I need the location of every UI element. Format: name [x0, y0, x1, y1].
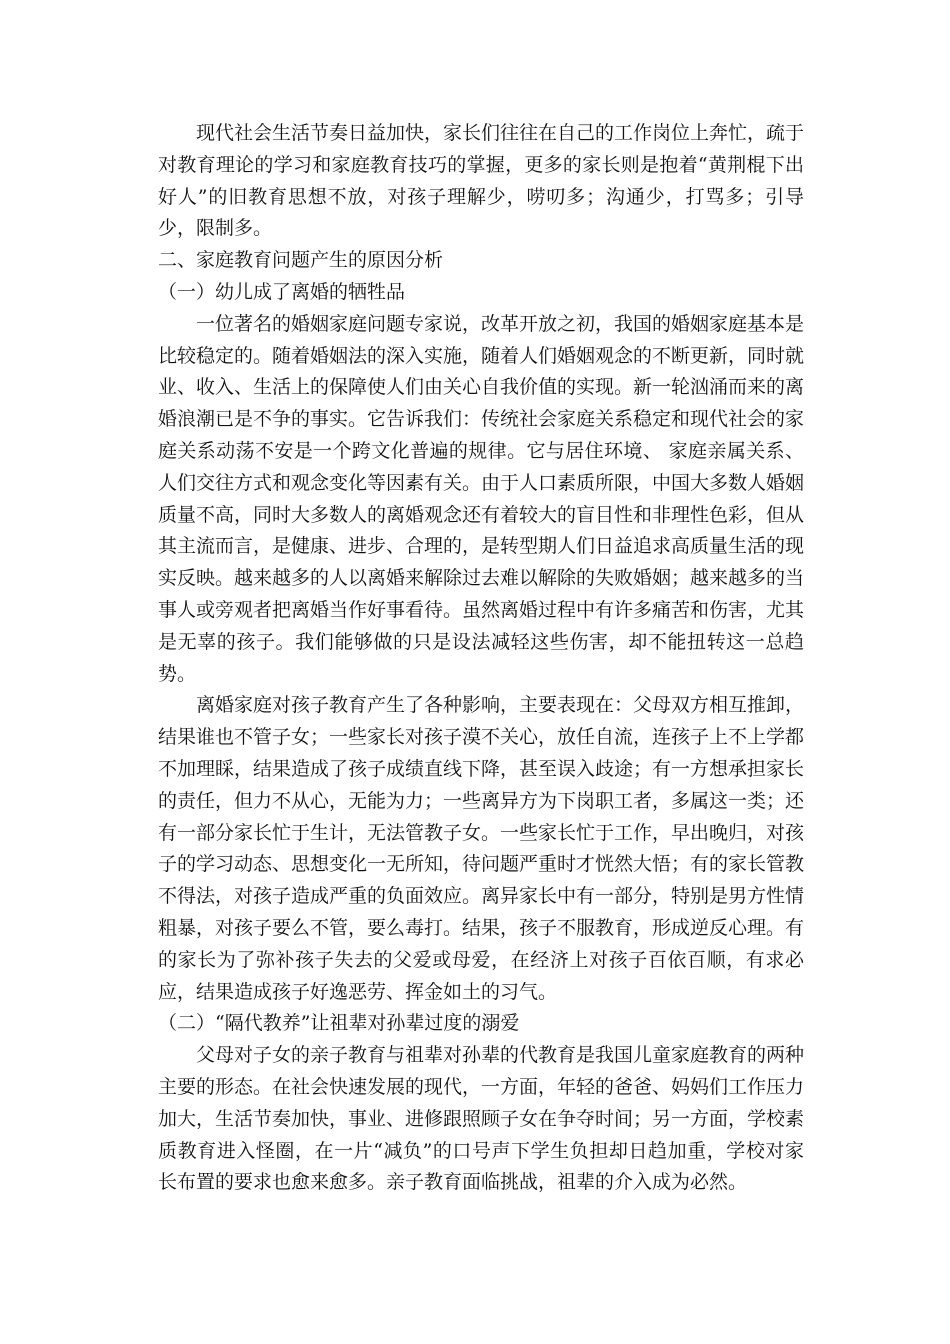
paragraph-divorce-effects: 离婚家庭对孩子教育产生了各种影响，主要表现在：父母双方相互推卸，结果谁也不管子女；一些家长对孩子漠不关心，放任自流，连孩子上不上学都不加理睬，结果造成了孩子成绩直线下降，甚至误入歧途；有一方想承担家长的责任，但力不从心，无能为力；一些离异方为下岗职工者，多属这一类；还有一部分家长忙于生计，无法管教子女。一些家长忙于工作，早出晚归，对孩子的学习动态、思想变化一无所知，待问题严重时才恍然大悟；有的家长管教不得法，对孩子造成严重的负面效应。离异家长中有一部分，特别是男方性情粗暴，对孩子要么不管，要么毒打。结果，孩子不服教育，形成逆反心理。有的家长为了弥补孩子失去的父爱或母爱，在经济上对孩子百依百顺，有求必应，结果造成孩子好逸恶劳、挥金如土的习气。: [158, 694, 805, 1003]
document-body: [158, 118, 804, 1199]
paragraph-grandparent-education: 父母对子女的亲子教育与祖辈对孙辈的代教育是我国儿童家庭教育的两种主要的形态。在社会快速发展的现代，一方面，年轻的爸爸、妈妈们工作压力加大，生活节奏加快，事业、进修跟照顾子女在争夺时间；另一方面，学校素质教育进入怪圈，在一片“减负”的口号声下学生负担却日趋加重，学校对家长布置的要求也愈来愈多。亲子教育面临挑战，祖辈的介入成为必然。: [158, 1044, 805, 1194]
paragraph-intro: 现代社会生活节奏日益加快，家长们往往在自己的工作岗位上奔忙，疏于对教育理论的学习和家庭教育技巧的掌握，更多的家长则是抱着“黄荆棍下出好人”的旧教育思想不放，对孩子理解少，唠叨多；沟通少，打骂多；引导少，限制多。: [158, 122, 805, 240]
paragraph-divorce-expert: 一位著名的婚姻家庭问题专家说，改革开放之初，我国的婚姻家庭基本是比较稳定的。随着婚姻法的深入实施，随着人们婚姻观念的不断更新，同时就业、收入、生活上的保障使人们由关心自我价值的实现。新一轮汹涌而来的离婚浪潮已是不争的事实。它告诉我们：传统社会家庭关系稳定和现代社会的家庭关系动荡不安是一个跨文化普遍的规律。它与居住环境、 家庭亲属关系、人们交往方式和观念变化等因素有关。由于人口素质所限，中国大多数人婚姻质量不高，同时大多数人的离婚观念还有着较大的盲目性和非理性色彩，但从其主流而言，是健康、进步、合理的，是转型期人们日益追求高质量生活的现实反映。越来越多的人以离婚来解除过去难以解除的失败婚姻；越来越多的当事人或旁观者把离婚当作好事看待。虽然离婚过程中有许多痛苦和伤害，尤其是无辜的孩子。我们能够做的只是设法减轻这些伤害，却不能扭转这一总趋势。: [158, 312, 805, 685]
subsection-heading-grandparents: （二）“隔代教养”让祖辈对孙辈过度的溺爱: [158, 1012, 520, 1035]
subsection-heading-divorce: （一）幼儿成了离婚的牺牲品: [158, 280, 406, 303]
section-heading-cause-analysis: 二、家庭教育问题产生的原因分析: [158, 249, 444, 272]
